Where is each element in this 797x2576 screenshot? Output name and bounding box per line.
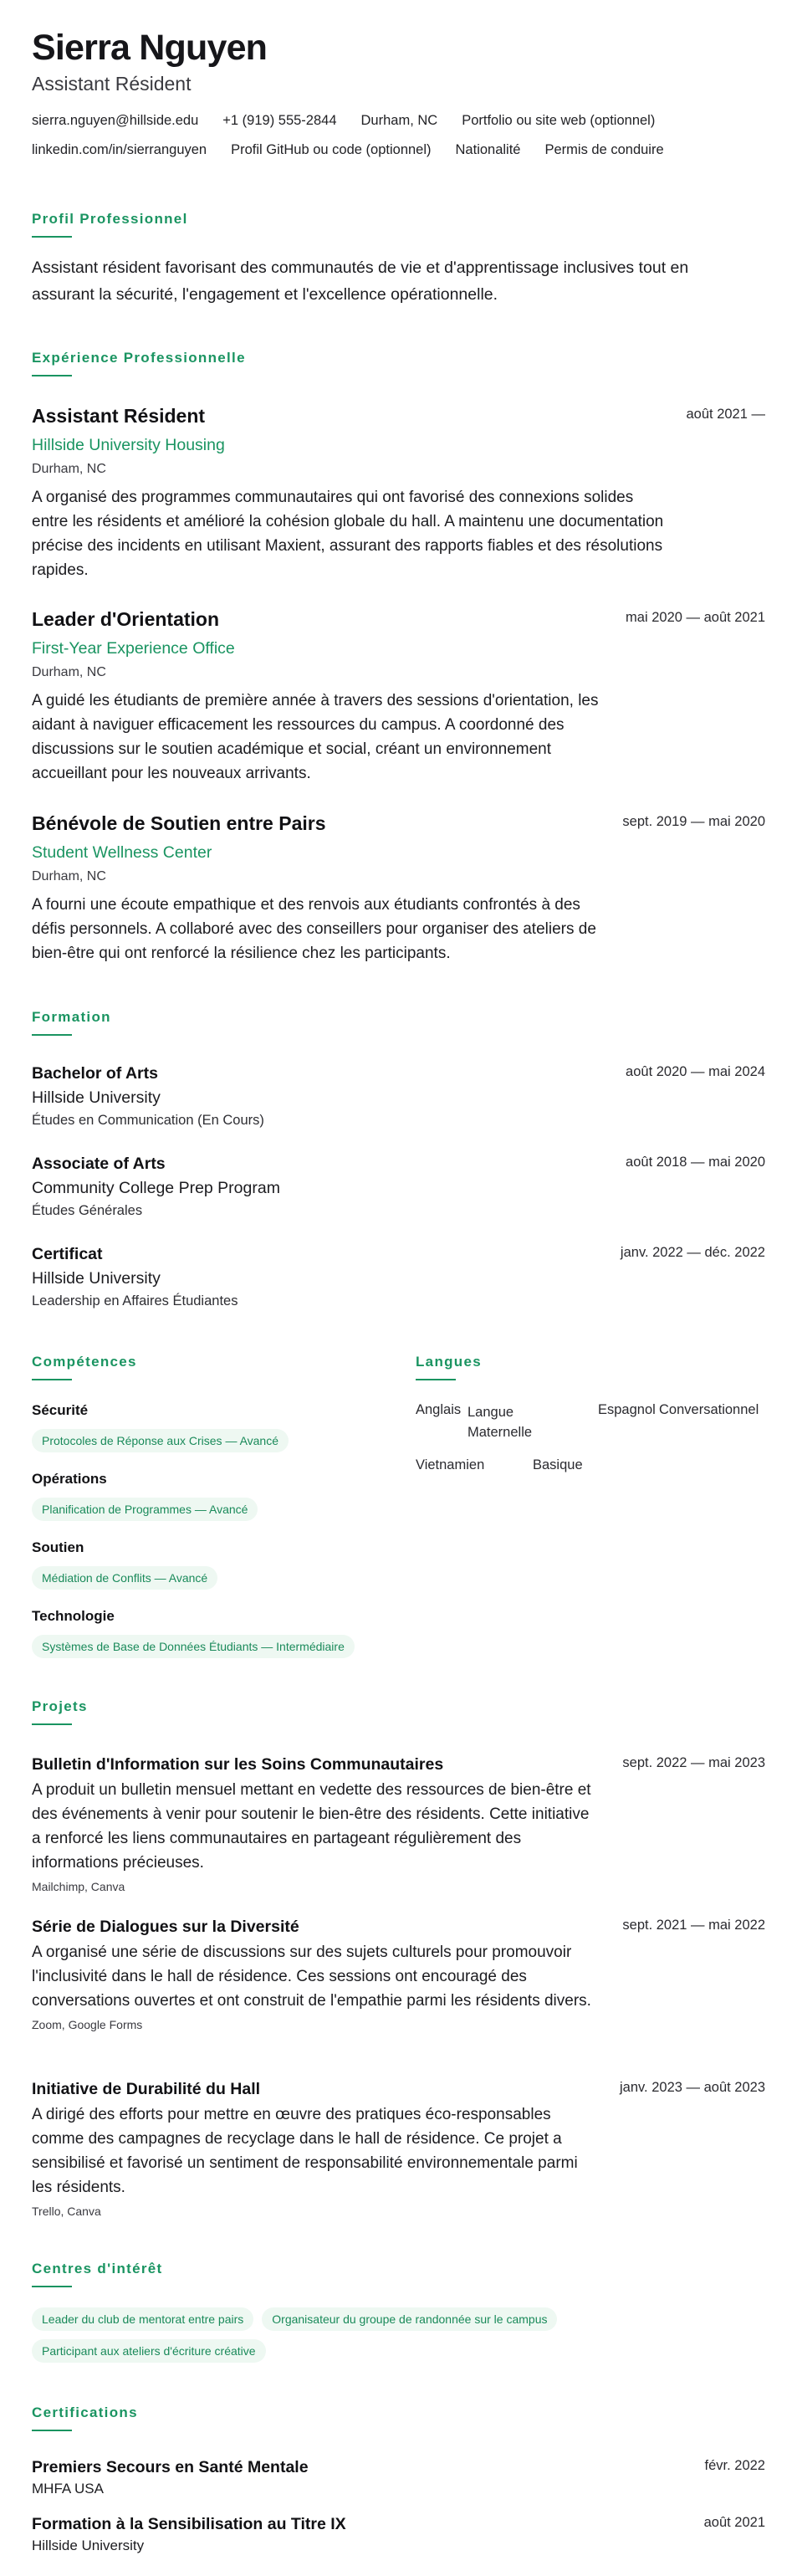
language-row [416,1457,765,1477]
interests-list [32,2307,765,2363]
skill-category: Sécurité [32,1402,89,1418]
job-company: Student Wellness Center [32,843,212,862]
edu-school: Hillside University [32,1088,161,1107]
section-divider [32,2286,72,2287]
project-title: Série de Dialogues sur la Diversité [32,1918,299,1936]
skills-section [32,1354,383,1380]
projects-section [32,1698,765,1725]
section-title-interests: Centres d'intérêt [32,2261,163,2276]
edu-school: Hillside University [32,1269,161,1288]
job-title: Assistant Résident [32,405,206,427]
skill-group [32,1471,258,1521]
edu-date: août 2018 — mai 2020 [626,1155,765,1170]
candidate-name: Sierra Nguyen [32,28,268,68]
cert-date: août 2021 [703,2515,765,2530]
section-divider [32,1034,72,1036]
section-divider [32,375,72,376]
edu-degree: Associate of Arts [32,1155,166,1173]
skill-category: Opérations [32,1471,107,1487]
job-date: août 2021 — [686,407,765,422]
candidate-role: Assistant Résident [32,73,192,95]
contact-nationality: Nationalité [455,142,521,158]
cert-date: févr. 2022 [704,2458,765,2473]
section-divider [416,1379,456,1380]
edu-degree: Certificat [32,1245,103,1263]
job-company: Hillside University Housing [32,436,225,454]
project-item [32,2080,765,2218]
section-title-education: Formation [32,1009,111,1025]
project-item [32,1755,765,1893]
language-name: Anglais [416,1402,462,1417]
contact-phone[interactable]: +1 (919) 555-2844 [222,113,337,129]
cert-name: Premiers Secours en Santé Mentale [32,2458,309,2476]
certifications-section [32,2404,765,2431]
experience-section [32,350,765,376]
certification-item [32,2458,765,2497]
project-tech: Zoom, Google Forms [32,2018,143,2031]
project-date: sept. 2022 — mai 2023 [622,1755,765,1770]
experience-item [32,812,765,965]
project-description: A dirigé des efforts pour mettre en œuvre des pratiques éco-responsables comme des campagnes de recyclage dans le hall de résidence. Ce projet a sensibilisé et favorisé un sentiment de responsabilité environnementale parmi les résidents. [32,2106,578,2196]
contact-linkedin[interactable]: linkedin.com/in/sierranguyen [32,142,207,158]
language-name: Espagnol [598,1402,656,1417]
section-divider [32,1723,72,1725]
edu-degree: Bachelor of Arts [32,1064,158,1083]
project-date: janv. 2023 — août 2023 [620,2080,765,2095]
resume-header [32,28,765,160]
section-title-skills: Compétences [32,1354,137,1370]
experience-item [32,608,765,786]
section-title-experience: Expérience Professionnelle [32,350,246,366]
job-description: A guidé les étudiants de première année à travers des sessions d'orientation, les aidant à naviguer efficacement les ressources du campus. A coordonné des discussions sur le soutien académique et social, créant un environnement accueillant pour les nouveaux arrivants. [32,692,599,782]
interest-chip: Leader du club de mentorat entre pairs [32,2307,253,2331]
language-name: Vietnamien [416,1457,485,1472]
job-title: Leader d'Orientation [32,608,220,630]
education-section [32,1009,765,1036]
job-date: mai 2020 — août 2021 [626,610,765,625]
section-title-certifications: Certifications [32,2404,138,2420]
edu-field: Études en Communication (En Cours) [32,1113,264,1128]
section-title-projects: Projets [32,1698,88,1714]
skill-group [32,1539,217,1590]
edu-field: Leadership en Affaires Étudiantes [32,1293,238,1308]
section-divider [32,2430,72,2431]
job-location: Durham, NC [32,665,106,679]
section-title-summary: Profil Professionnel [32,211,188,227]
contact-portfolio[interactable]: Portfolio ou site web (optionnel) [462,113,656,129]
contact-location: Durham, NC [360,113,438,129]
project-title: Bulletin d'Information sur les Soins Communautaires [32,1755,444,1774]
skill-chip: Protocoles de Réponse aux Crises — Avancé [32,1429,289,1452]
interests-section [32,2261,765,2287]
project-tech: Mailchimp, Canva [32,1880,125,1893]
project-title: Initiative de Durabilité du Hall [32,2080,261,2098]
interest-chip: Participant aux ateliers d'écriture créative [32,2339,266,2363]
education-item [32,1064,765,1129]
edu-date: janv. 2022 — déc. 2022 [620,1245,765,1260]
job-location: Durham, NC [32,462,106,476]
contact-list [32,110,751,160]
language-level [467,1402,551,1442]
cert-issuer: MHFA USA [32,2481,104,2497]
interest-chip: Organisateur du groupe de randonnée sur le campus [262,2307,557,2331]
skill-group [32,1608,355,1658]
project-description: A organisé une série de discussions sur des sujets culturels pour promouvoir l'inclusivité dans le hall de résidence. Ces sessions ont encouragé des conversations ouvertes et ont construit de l'empathie parmi les résidents divers. [32,1944,591,2010]
edu-school: Community College Prep Program [32,1179,280,1197]
skill-chip: Médiation de Conflits — Avancé [32,1566,217,1590]
skill-category: Soutien [32,1539,84,1555]
language-level: Conversationnel [659,1402,759,1417]
project-description: A produit un bulletin mensuel mettant en vedette des ressources de bien-être et des événements à venir pour soutenir le bien-être des résidents. Cette initiative a renforcé les liens communautaires en partageant régulièrement des informations précieuses. [32,1781,591,1872]
languages-section [416,1354,765,1380]
contact-github[interactable]: Profil GitHub ou code (optionnel) [231,142,432,158]
edu-date: août 2020 — mai 2024 [626,1064,765,1079]
job-description: A fourni une écoute empathique et des renvois aux étudiants confrontés à des défis personnels. A collaboré avec des conseillers pour organiser des ateliers de bien-être qui ont renforcé la résilience chez les participants. [32,896,596,962]
section-divider [32,1379,72,1380]
job-location: Durham, NC [32,869,106,883]
language-level-line: Langue [467,1405,514,1420]
education-item [32,1155,765,1219]
summary-text: Assistant résident favorisant des communautés de vie et d'apprentissage inclusives tout en assurant la sécurité, l'engagement et l'excellence opérationnelle. [32,259,689,304]
contact-email[interactable]: sierra.nguyen@hillside.edu [32,113,199,129]
cert-name: Formation à la Sensibilisation au Titre IX [32,2515,346,2533]
contact-driving-license: Permis de conduire [544,142,664,158]
experience-item [32,405,765,582]
edu-field: Études Générales [32,1203,143,1218]
job-title: Bénévole de Soutien entre Pairs [32,812,326,834]
skill-group [32,1402,289,1452]
skill-chip: Systèmes de Base de Données Étudiants — Intermédiaire [32,1635,355,1658]
language-level: Basique [533,1457,583,1472]
education-item [32,1245,765,1309]
section-title-languages: Langues [416,1354,483,1370]
skill-category: Technologie [32,1608,115,1624]
cert-issuer: Hillside University [32,2538,145,2553]
section-divider [32,236,72,238]
job-description: A organisé des programmes communautaires qui ont favorisé des connexions solides entre les résidents et amélioré la cohésion globale du hall. A maintenu une documentation précise des incidents en utilisant Maxient, assurant des rapports fiables et des résolutions rapides. [32,489,664,579]
skill-chip: Planification de Programmes — Avancé [32,1498,258,1521]
job-date: sept. 2019 — mai 2020 [622,814,765,829]
certification-item [32,2515,765,2554]
project-date: sept. 2021 — mai 2022 [622,1918,765,1933]
project-tech: Trello, Canva [32,2205,101,2218]
summary-section [32,211,765,308]
language-row [416,1402,765,1452]
project-item [32,1918,765,2031]
job-company: First-Year Experience Office [32,639,235,658]
language-level-line: Maternelle [467,1425,533,1440]
